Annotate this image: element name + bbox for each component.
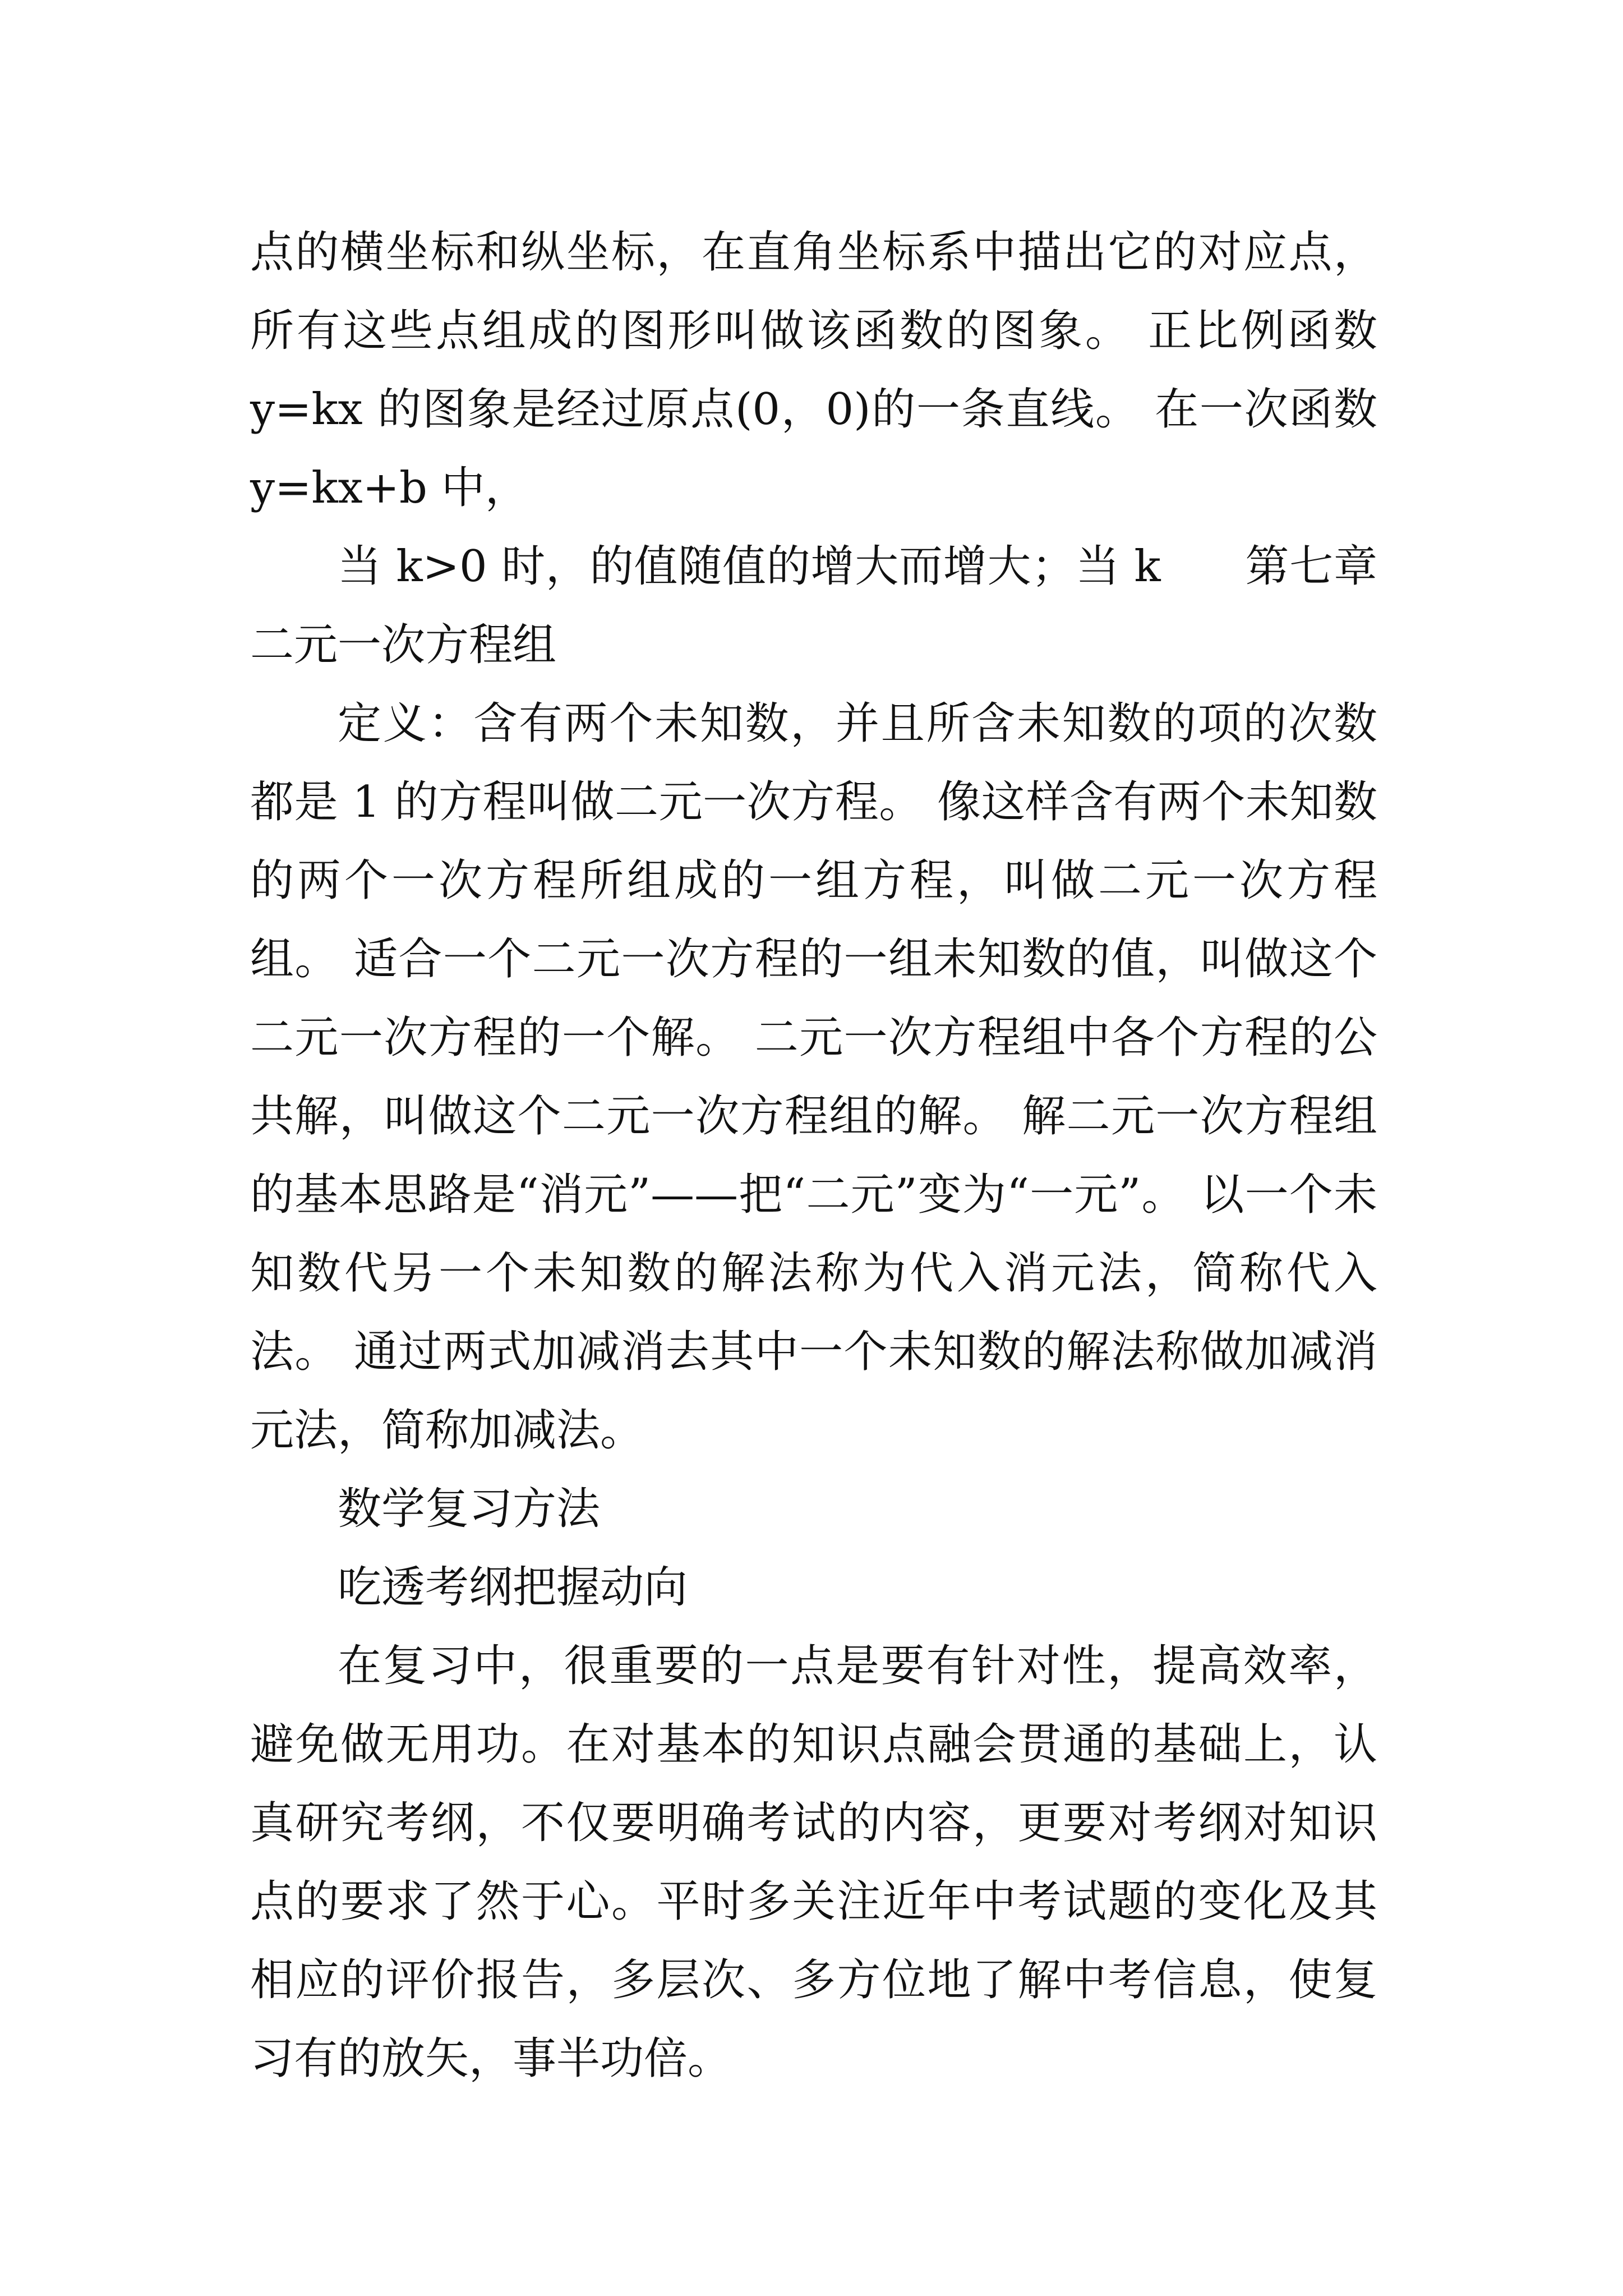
heading-review-methods: 数学复习方法 <box>338 1484 601 1534</box>
paragraph-k-positive-text: 当 k>0 时，的值随值的增大而增大；当 k <box>338 541 1161 592</box>
paragraph-function-graph: 点的横坐标和纵坐标，在直角坐标系中描出它的对应点，所有这些点组成的图形叫做该函数的图象。 正比例函数 y=kx 的图象是经过原点(0，0)的一条直线。 在一次函数 y=kx+b 中， <box>250 227 1377 513</box>
paragraph-review-advice: 在复习中，很重要的一点是要有针对性，提高效率，避免做无用功。在对基本的知识点融会贯通的基础上，认真研究考纲，不仅要明确考试的内容，更要对考纲对知识点的要求了然于心。平时多关注近年中考试题的变化及其相应的评价报告，多层次、多方位地了解中考信息，使复习有的放矢，事半功倍。 <box>250 1641 1377 2084</box>
document-body <box>250 213 1377 2098</box>
chapter-seven-heading: 第七章 二元一次方程组 <box>250 541 1377 670</box>
paragraph-k-positive <box>250 527 1377 684</box>
paragraph-definition: 定义：含有两个未知数，并且所含未知数的项的次数都是 1 的方程叫做二元一次方程。 像这样含有两个未知数的两个一次方程所组成的一组方程，叫做二元一次方程组。 适合一个二元一次方程的一组未知数的值，叫做这个二元一次方程的一个解。 二元一次方程组中各个方程的公共解，叫做这个二元一次方程组的解。 解二元一次方程组的基本思路是“消元”——把“二元”变为“一元”。 以一个未知数代另一个未知数的解法称为代入消元法，简称代入法。 通过两式加减消去其中一个未知数的解法称做加减消元法，简称加减法。 <box>250 698 1377 1456</box>
heading-exam-outline: 吃透考纲把握动向 <box>338 1562 688 1613</box>
